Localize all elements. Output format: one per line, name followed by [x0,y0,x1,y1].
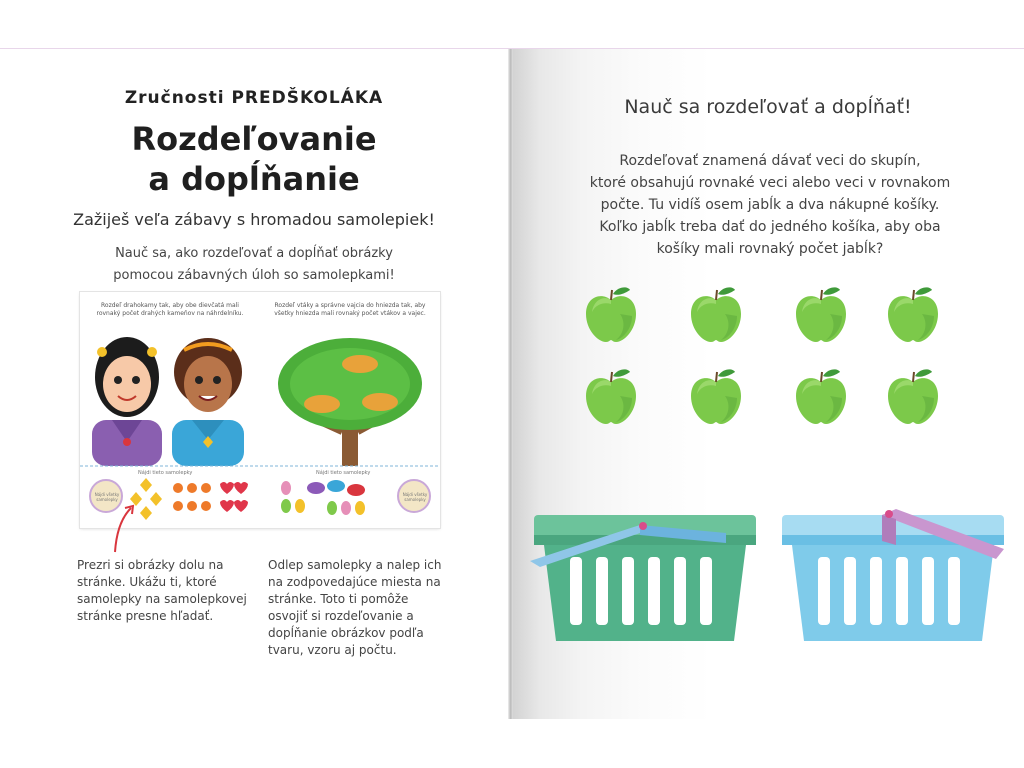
egg-bird-stickers [281,480,365,515]
apple-icon [882,366,944,428]
book-title-line2: a dopĺňanie [148,160,360,198]
preview-left-task: Rozdeľ drahokamy tak, aby obe dievčatá mali rovnaký počet drahých kameňov na náhrdelníku. [96,302,244,317]
series-title: Zručnosti PREDŠKOLÁKA [124,88,384,108]
tree-illustration [278,338,422,466]
girl-illustration-left [92,337,162,466]
blue-basket-icon [778,505,1008,645]
girl-illustration-right [172,338,244,466]
intro-text [0,243,508,287]
apple-icon [790,284,852,346]
preview-illustration [80,292,440,528]
caption-right: Odlep samolepky a nalep ich na zodpovedajúce miesta na stránke. Toto ti pomôže osvojiť si rozdeľovanie a dopĺňanie obrázkov podľa tvaru, vzoru aj počtu. [268,558,442,657]
sample-page-preview [80,292,440,528]
body-line-4: Koľko jabĺk treba dať do jedného košíka, aby oba [599,219,941,235]
apple-icon [580,284,642,346]
green-basket-icon [530,505,760,645]
intro-line-2: pomocou zábavných úloh so samolepkami! [113,268,395,283]
apple-icon [685,366,747,428]
pointer-arrow-icon [95,500,175,560]
sticker-label-left: Nájdi tieto samolepky [138,470,193,476]
sticker-label-right: Nájdi tieto samolepky [316,470,371,476]
book-subtitle: Zažiješ veľa zábavy s hromadou samolepiek! [73,210,435,229]
book-gutter [508,49,513,719]
apple-icon [882,284,944,346]
apple-icon [580,366,642,428]
intro-line-1: Nauč sa, ako rozdeľovať a dopĺňať obrázky [115,246,393,261]
caption-left: Prezri si obrázky dolu na stránke. Ukážu ti, ktoré samolepky na samolepkovej stránke presne hľadať. [77,558,247,623]
right-page-heading: Nauč sa rozdeľovať a dopĺňať! [624,96,912,118]
body-line-3: počte. Tu vidíš osem jabĺk a dva nákupné košíky. [600,197,940,213]
apple-icon [790,366,852,428]
body-line-5: košíky mali rovnaký počet jabĺk? [656,241,884,257]
book-title-line1: Rozdeľovanie [131,120,377,158]
body-line-1: Rozdeľovať znamená dávať veci do skupín, [619,153,921,169]
badge-label-right: Nájdi všetky samolepky [402,492,428,502]
body-line-2: ktoré obsahujú rovnaké veci alebo veci v rovnakom [589,175,951,191]
apple-icon [685,284,747,346]
preview-right-task: Rozdeľ vtáky a správne vajcia do hniezda tak, aby všetky hniezda mali rovnaký počet vtákov a vajec. [274,302,426,317]
badge-label-left: Nájdi všetky samolepky [94,492,120,502]
right-page-body [560,150,980,260]
